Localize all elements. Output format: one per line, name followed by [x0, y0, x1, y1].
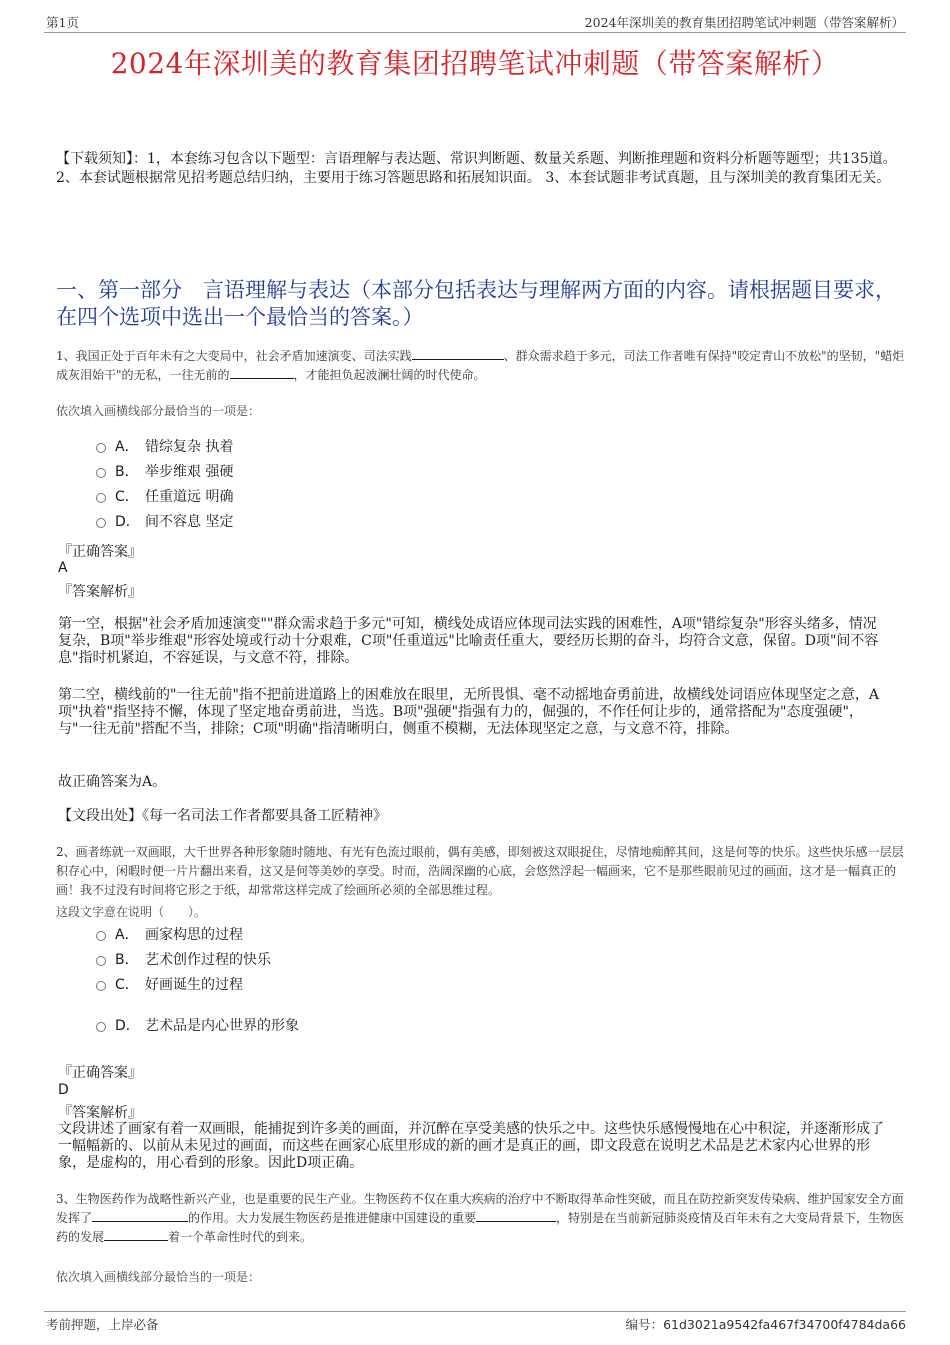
analysis-paragraph-2: 第二空，横线前的"一往无前"指不把前进道路上的困难放在眼里，无所畏惧、毫不动摇地奋勇前进，故横线处词语应体现坚定之意，A项"执着"指坚持不懈，体现了坚定地奋勇前进，当选。B项"强硬"指强有力的，倔强的，不作任何让步的，通常搭配为"态度强硬"，与"一往无前"搭配不当，排除；C项"明确"指清晰明白，侧重不模糊，无法体现坚定之意，与文意不符，排除。 [58, 687, 879, 737]
correct-answer: A [58, 560, 68, 576]
download-notice: 【下载须知】：1，本套练习包含以下题型：言语理解与表达题、常识判断题、数量关系题、判断推理题和资料分析题等题型；共135道。 2、本套试题根据常见招考题总结归纳，主要用于练习答题思路和拓展知识面。 3、本套试题非考试真题，且与深圳美的教育集团无关。 [56, 151, 897, 186]
header-rule [44, 32, 906, 33]
blank-2 [230, 366, 294, 379]
option-c[interactable] [96, 485, 233, 507]
option-text: 错综复杂 执着 [145, 439, 234, 455]
radio-icon[interactable] [96, 443, 106, 453]
option-letter: C． [115, 489, 139, 505]
question-1-options [96, 435, 233, 532]
question-1-text-part: ，才能担负起波澜壮阔的时代使命。 [293, 368, 486, 382]
page-title: 2024年深圳美的教育集团招聘笔试冲刺题（带答案解析） [110, 47, 840, 80]
footer-code [626, 1315, 906, 1333]
option-text: 画家构思的过程 [145, 927, 243, 943]
option-letter: D． [115, 1018, 140, 1034]
footer-code-value: 61d3021a9542fa467f34700f4784da66 [663, 1317, 906, 1332]
question-3-text-part: 3、生物医药作为战略性新兴产业，也是重要的民生产业。生物医药不仅在重大疾病的治疗中不断取得革命性突破，而且在防控新突发传染病、维护国家安全方面发挥了 [56, 1192, 904, 1225]
radio-icon[interactable] [96, 468, 106, 478]
radio-icon[interactable] [96, 493, 106, 503]
blank-2 [476, 1209, 556, 1222]
blank-1 [412, 347, 504, 360]
question-2-prompt: 这段文字意在说明（ ）。 [56, 905, 207, 919]
blank-1 [92, 1209, 188, 1222]
radio-icon[interactable] [96, 956, 106, 966]
option-a[interactable] [96, 435, 233, 457]
option-letter: B． [115, 952, 139, 968]
correct-answer-label: 『正确答案』 [58, 1065, 142, 1081]
option-b[interactable] [96, 460, 233, 482]
option-c[interactable] [96, 973, 299, 995]
question-1-text-part: 、群众需求趋于多元，司法工作者唯有保持"咬定青山不放松"的坚韧，"蜡炬成灰泪始干"的无私，一往无前的 [56, 349, 905, 382]
option-text: 好画诞生的过程 [145, 977, 243, 993]
correct-answer: D [58, 1082, 69, 1098]
option-text: 任重道远 明确 [145, 489, 234, 505]
option-letter: A． [115, 927, 139, 943]
option-b[interactable] [96, 948, 299, 970]
question-3-text-part: 着一个革命性时代的到来。 [168, 1230, 313, 1244]
question-1-prompt: 依次填入画横线部分最恰当的一项是： [56, 404, 261, 418]
radio-icon[interactable] [96, 931, 106, 941]
page-number: 第1页 [46, 15, 79, 30]
radio-icon[interactable] [96, 518, 106, 528]
analysis-label: 『答案解析』 [58, 1105, 142, 1121]
question-1-text-part: 1、我国正处于百年未有之大变局中，社会矛盾加速演变、司法实践 [56, 349, 412, 363]
question-3-text-part: ，特别是在当前新冠肺炎疫情及百年未有之大变局背景下，生物医药的发展 [56, 1211, 905, 1244]
analysis-label: 『答案解析』 [58, 584, 142, 600]
option-text: 间不容息 坚定 [145, 514, 234, 530]
option-letter: C． [115, 977, 139, 993]
analysis-paragraph-1: 第一空，根据"社会矛盾加速演变""群众需求趋于多元"可知，横线处成语应体现司法实践的困难性，A项"错综复杂"形容头绪多，情况复杂，B项"举步维艰"形容处境或行动十分艰难，C项"任重道远"比喻责任重大，要经历长期的奋斗，均符合文意，保留。D项"间不容息"指时机紧迫，不容延误，与文意不符，排除。 [58, 616, 879, 666]
question-2-options [96, 923, 299, 1036]
option-letter: A． [115, 439, 139, 455]
analysis-paragraph: 文段讲述了画家有着一双画眼，能捕捉到许多美的画面，并沉醉在享受美感的快乐之中。这些快乐感慢慢地在心中积淀，并逐渐形成了一幅幅新的、以前从未见过的画面，而这些在画家心底里形成的新的画才是真正的画，即文段意在说明艺术品是艺术家内心世界的形象，是虚构的，用心看到的形象。因此D项正确。 [58, 1121, 884, 1171]
correct-answer-label: 『正确答案』 [58, 544, 142, 560]
section-heading: 一、第一部分 言语理解与表达（本部分包括表达与理解两方面的内容。请根据题目要求，在四个选项中选出一个最恰当的答案。） [56, 278, 896, 329]
option-text: 艺术品是内心世界的形象 [145, 1018, 299, 1034]
text-source: 【文段出处】《每一名司法工作者都要具备工匠精神》 [58, 808, 387, 824]
option-letter: D． [115, 514, 140, 530]
option-d[interactable] [96, 1014, 299, 1036]
question-3-text-part: 的作用。大力发展生物医药是推进健康中国建设的重要 [188, 1211, 477, 1225]
footer-slogan: 考前押题，上岸必备 [46, 1317, 159, 1332]
option-a[interactable] [96, 923, 299, 945]
header-doc-title: 2024年深圳美的教育集团招聘笔试冲刺题（带答案解析） [584, 15, 904, 30]
radio-icon[interactable] [96, 981, 106, 991]
footer-code-label: 编号： [625, 1317, 664, 1332]
option-d[interactable] [96, 510, 233, 532]
question-3-text [56, 1190, 908, 1247]
question-1-text [56, 347, 906, 385]
footer-rule [44, 1311, 906, 1312]
blank-3 [104, 1228, 168, 1241]
question-3-prompt: 依次填入画横线部分最恰当的一项是： [56, 1270, 261, 1284]
radio-icon[interactable] [96, 1022, 106, 1032]
option-text: 艺术创作过程的快乐 [145, 952, 271, 968]
option-text: 举步维艰 强硬 [145, 464, 234, 480]
option-letter: B． [115, 464, 139, 480]
conclusion: 故正确答案为A。 [58, 774, 167, 790]
question-2-text: 2、画者练就一双画眼，大千世界各种形象随时随地、有光有色流过眼前，偶有美感，即刻被这双眼捉住，尽情地痴醉其间，这是何等的快乐。这些快乐感一层层积存心中，闲暇时便一片片翻出来看，这又是何等美妙的享受。时而，浩阔深幽的心底，会悠然浮起一幅画来，它不是那些眼前见过的画面，这才是一幅真正的画！我不过没有时间将它形之于纸，却常常这样完成了绘画所必须的全部思维过程。 [56, 845, 904, 897]
